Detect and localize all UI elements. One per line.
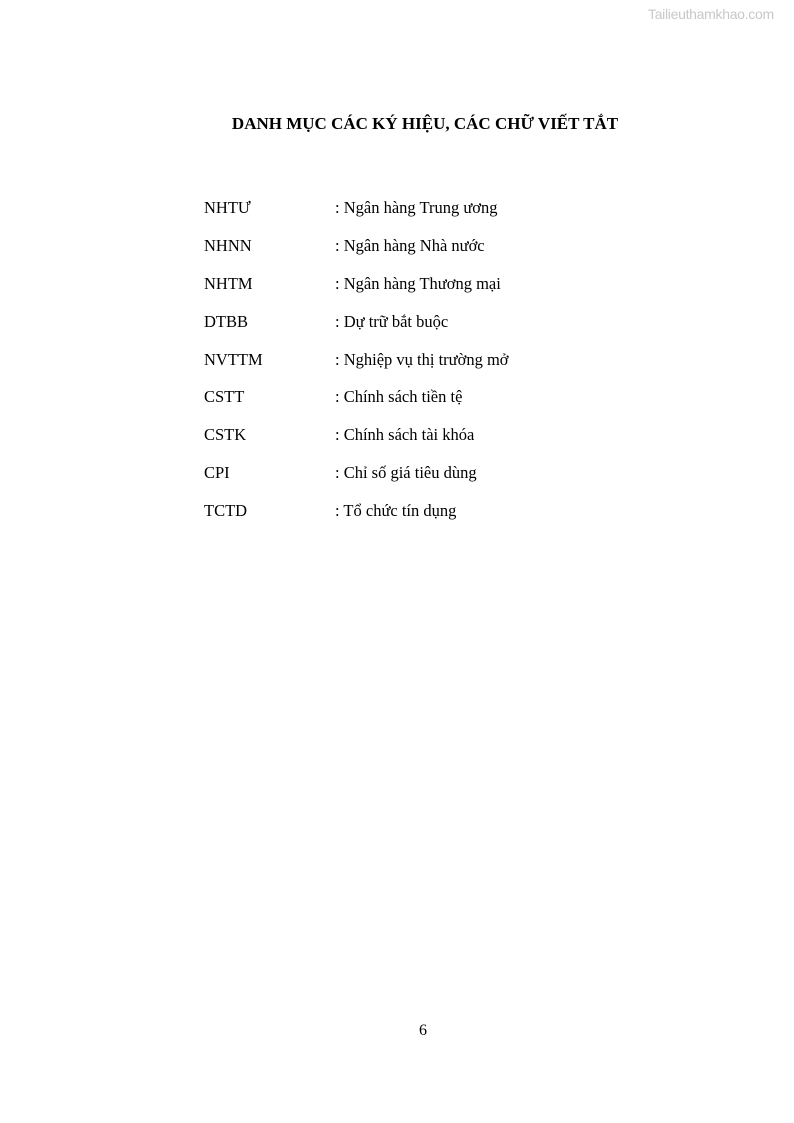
- abbreviation: CPI: [204, 463, 230, 482]
- abbreviation: NHTƯ: [204, 198, 251, 217]
- watermark: Tailieuthamkhao.com: [648, 6, 774, 22]
- definition: : Dự trữ bắt buộc: [335, 312, 449, 331]
- definition: : Ngân hàng Thương mại: [335, 274, 501, 293]
- abbreviation: CSTK: [204, 425, 247, 444]
- page-title: DANH MỤC CÁC KÝ HIỆU, CÁC CHỮ VIẾT TẮT: [231, 114, 619, 133]
- abbreviation: NHTM: [204, 274, 253, 293]
- page-number: 6: [419, 1022, 427, 1039]
- abbreviation: DTBB: [204, 312, 249, 331]
- abbreviation: NHNN: [204, 236, 252, 255]
- definition: : Tổ chức tín dụng: [335, 501, 457, 520]
- abbreviation: NVTTM: [204, 350, 263, 369]
- abbreviation: CSTT: [204, 387, 245, 406]
- definition: : Chính sách tài khóa: [335, 425, 475, 444]
- definition: : Nghiệp vụ thị trường mở: [335, 350, 509, 369]
- definition: : Chỉ số giá tiêu dùng: [335, 463, 477, 482]
- definition: : Ngân hàng Trung ương: [335, 198, 498, 217]
- definition: : Ngân hàng Nhà nước: [335, 236, 485, 255]
- definition: : Chính sách tiền tệ: [335, 387, 463, 406]
- abbreviation: TCTD: [204, 501, 248, 520]
